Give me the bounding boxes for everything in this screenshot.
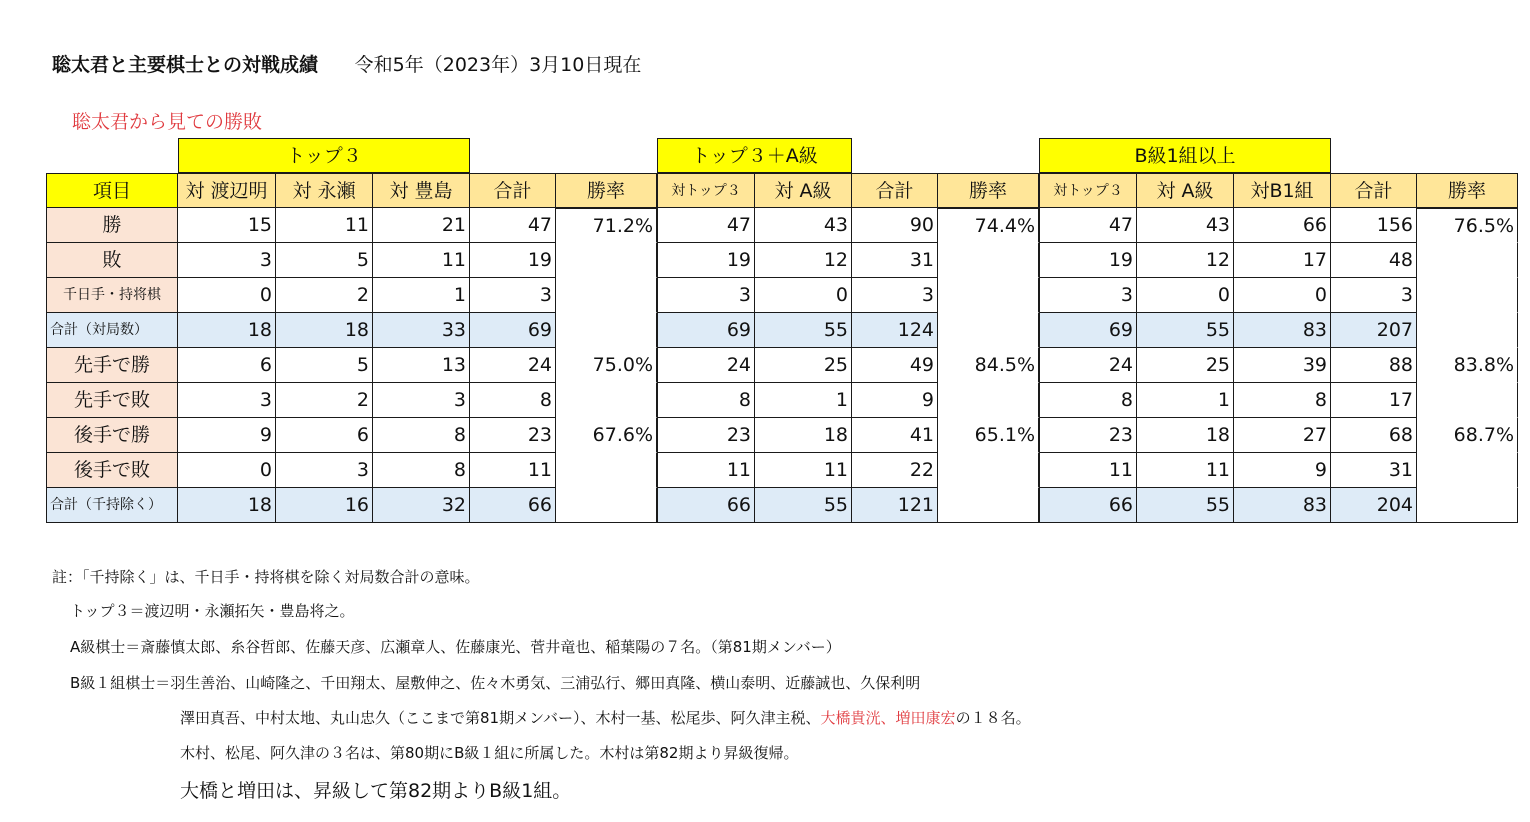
g2-cell: 55 bbox=[755, 313, 852, 348]
g3-cell: 3 bbox=[1331, 278, 1417, 313]
g1-cell: 13 bbox=[373, 348, 470, 383]
g3-cell bbox=[1417, 488, 1518, 523]
header-g1-5: 勝率 bbox=[556, 173, 657, 208]
g3-cell: 48 bbox=[1331, 243, 1417, 278]
g1-cell: 18 bbox=[276, 313, 373, 348]
g3-cell: 66 bbox=[1234, 208, 1331, 243]
row-label: 後手で勝 bbox=[46, 418, 178, 453]
note-7: 大橋と増田は、昇級して第82期よりB級1組。 bbox=[180, 780, 572, 802]
row-label: 合計（対局数） bbox=[46, 313, 178, 348]
group-header-3: B級1組以上 bbox=[1039, 138, 1331, 173]
g3-cell bbox=[1417, 278, 1518, 313]
g1-cell: 6 bbox=[276, 418, 373, 453]
g3-cell: 8 bbox=[1039, 383, 1137, 418]
g2-cell: 49 bbox=[852, 348, 938, 383]
g1-cell: 2 bbox=[276, 383, 373, 418]
g1-cell: 18 bbox=[178, 313, 276, 348]
g2-cell bbox=[938, 488, 1039, 523]
g2-cell: 121 bbox=[852, 488, 938, 523]
header-g1-2: 対 永瀬 bbox=[276, 173, 373, 208]
g1-cell: 75.0% bbox=[556, 348, 657, 383]
g1-cell: 3 bbox=[373, 383, 470, 418]
g3-cell: 31 bbox=[1331, 453, 1417, 488]
g2-cell: 9 bbox=[852, 383, 938, 418]
g3-cell: 9 bbox=[1234, 453, 1331, 488]
g3-cell: 207 bbox=[1331, 313, 1417, 348]
g2-cell: 23 bbox=[657, 418, 755, 453]
g1-cell: 8 bbox=[470, 383, 556, 418]
header-g2-3: 合計 bbox=[852, 173, 938, 208]
g1-cell: 32 bbox=[373, 488, 470, 523]
g1-cell: 9 bbox=[178, 418, 276, 453]
g3-cell: 68 bbox=[1331, 418, 1417, 453]
subtitle: 聡太君から見ての勝敗 bbox=[72, 111, 263, 133]
g3-cell bbox=[1417, 313, 1518, 348]
row-label: 先手で敗 bbox=[46, 383, 178, 418]
g3-cell: 83.8% bbox=[1417, 348, 1518, 383]
g2-cell: 11 bbox=[657, 453, 755, 488]
g1-cell: 5 bbox=[276, 348, 373, 383]
group-header-1: トップ３ bbox=[178, 138, 470, 173]
g2-cell: 1 bbox=[755, 383, 852, 418]
g3-cell: 0 bbox=[1137, 278, 1234, 313]
header-g3-3: 対B1組 bbox=[1234, 173, 1331, 208]
g2-cell: 18 bbox=[755, 418, 852, 453]
header-g1-3: 対 豊島 bbox=[373, 173, 470, 208]
note-3: A級棋士＝斎藤慎太郎、糸谷哲郎、佐藤天彦、広瀬章人、佐藤康光、菅井竜也、稲葉陽の７名。（第81期メンバー） bbox=[70, 638, 841, 656]
header-g3-5: 勝率 bbox=[1417, 173, 1518, 208]
g3-cell bbox=[1417, 383, 1518, 418]
g2-cell: 65.1% bbox=[938, 418, 1039, 453]
g2-cell: 66 bbox=[657, 488, 755, 523]
g1-cell bbox=[556, 313, 657, 348]
group-header-2: トップ３＋A級 bbox=[657, 138, 852, 173]
g1-cell: 24 bbox=[470, 348, 556, 383]
g2-cell: 69 bbox=[657, 313, 755, 348]
note-6: 木村、松尾、阿久津の３名は、第80期にB級１組に所属した。木村は第82期より昇級復帰。 bbox=[180, 744, 799, 762]
g1-cell: 33 bbox=[373, 313, 470, 348]
g1-cell bbox=[556, 488, 657, 523]
g3-cell: 12 bbox=[1137, 243, 1234, 278]
g3-cell: 88 bbox=[1331, 348, 1417, 383]
g3-cell: 8 bbox=[1234, 383, 1331, 418]
g2-cell: 31 bbox=[852, 243, 938, 278]
g3-cell: 83 bbox=[1234, 313, 1331, 348]
g3-cell: 24 bbox=[1039, 348, 1137, 383]
g2-cell: 3 bbox=[852, 278, 938, 313]
note-4: B級１組棋士＝羽生善治、山崎隆之、千田翔太、屋敷伸之、佐々木勇気、三浦弘行、郷田真隆、横山泰明、近藤誠也、久保利明 bbox=[70, 674, 921, 692]
page-title bbox=[52, 50, 641, 77]
g2-cell: 84.5% bbox=[938, 348, 1039, 383]
g3-cell: 23 bbox=[1039, 418, 1137, 453]
g1-cell: 11 bbox=[373, 243, 470, 278]
g3-cell: 19 bbox=[1039, 243, 1137, 278]
g2-cell bbox=[938, 453, 1039, 488]
row-label: 敗 bbox=[46, 243, 178, 278]
g1-cell: 11 bbox=[470, 453, 556, 488]
row-label: 千日手・持将棋 bbox=[46, 278, 178, 313]
g1-cell: 3 bbox=[178, 383, 276, 418]
g2-cell: 8 bbox=[657, 383, 755, 418]
g3-cell bbox=[1417, 453, 1518, 488]
g3-cell: 156 bbox=[1331, 208, 1417, 243]
row-label: 後手で敗 bbox=[46, 453, 178, 488]
g1-cell: 6 bbox=[178, 348, 276, 383]
g2-cell: 22 bbox=[852, 453, 938, 488]
g2-cell: 11 bbox=[755, 453, 852, 488]
g2-cell: 124 bbox=[852, 313, 938, 348]
g1-cell: 16 bbox=[276, 488, 373, 523]
g3-cell: 47 bbox=[1039, 208, 1137, 243]
header-g1-1: 対 渡辺明 bbox=[178, 173, 276, 208]
g3-cell: 18 bbox=[1137, 418, 1234, 453]
g1-cell: 3 bbox=[178, 243, 276, 278]
g3-cell: 83 bbox=[1234, 488, 1331, 523]
g1-cell: 5 bbox=[276, 243, 373, 278]
g1-cell: 66 bbox=[470, 488, 556, 523]
g2-cell: 25 bbox=[755, 348, 852, 383]
g1-cell: 21 bbox=[373, 208, 470, 243]
g1-cell: 71.2% bbox=[556, 208, 657, 243]
g2-cell: 24 bbox=[657, 348, 755, 383]
g2-cell bbox=[938, 383, 1039, 418]
g1-cell: 8 bbox=[373, 453, 470, 488]
g3-cell: 17 bbox=[1234, 243, 1331, 278]
note-1: 註：「千持除く」は、千日手・持将棋を除く対局数合計の意味。 bbox=[52, 568, 480, 586]
g1-cell bbox=[556, 243, 657, 278]
g1-cell: 19 bbox=[470, 243, 556, 278]
g1-cell: 0 bbox=[178, 278, 276, 313]
row-label: 合計（千持除く） bbox=[46, 488, 178, 523]
g1-cell: 1 bbox=[373, 278, 470, 313]
g3-cell: 204 bbox=[1331, 488, 1417, 523]
g2-cell: 55 bbox=[755, 488, 852, 523]
g3-cell: 11 bbox=[1039, 453, 1137, 488]
g2-cell: 41 bbox=[852, 418, 938, 453]
g1-cell: 3 bbox=[470, 278, 556, 313]
g1-cell: 11 bbox=[276, 208, 373, 243]
g3-cell: 55 bbox=[1137, 313, 1234, 348]
g2-cell: 3 bbox=[657, 278, 755, 313]
g3-cell: 69 bbox=[1039, 313, 1137, 348]
g1-cell bbox=[556, 383, 657, 418]
g1-cell: 23 bbox=[470, 418, 556, 453]
g3-cell: 0 bbox=[1234, 278, 1331, 313]
g1-cell: 18 bbox=[178, 488, 276, 523]
g3-cell: 68.7% bbox=[1417, 418, 1518, 453]
g3-cell: 55 bbox=[1137, 488, 1234, 523]
g1-cell: 67.6% bbox=[556, 418, 657, 453]
g3-cell: 66 bbox=[1039, 488, 1137, 523]
g1-cell: 0 bbox=[178, 453, 276, 488]
g2-cell: 74.4% bbox=[938, 208, 1039, 243]
g3-cell: 43 bbox=[1137, 208, 1234, 243]
header-g2-4: 勝率 bbox=[938, 173, 1039, 208]
header-g2-1: 対トップ３ bbox=[657, 173, 755, 208]
g1-cell: 69 bbox=[470, 313, 556, 348]
g2-cell bbox=[938, 243, 1039, 278]
g2-cell: 0 bbox=[755, 278, 852, 313]
date-text: 令和5年（2023年）3月10日現在 bbox=[354, 54, 642, 76]
g1-cell: 3 bbox=[276, 453, 373, 488]
header-g2-2: 対 A級 bbox=[755, 173, 852, 208]
g1-cell: 2 bbox=[276, 278, 373, 313]
g1-cell: 15 bbox=[178, 208, 276, 243]
g2-cell bbox=[938, 278, 1039, 313]
g2-cell: 47 bbox=[657, 208, 755, 243]
note-5-red: 大橋貴洸、増田康宏 bbox=[820, 709, 956, 727]
g3-cell: 25 bbox=[1137, 348, 1234, 383]
note-5 bbox=[180, 707, 1031, 728]
g2-cell: 90 bbox=[852, 208, 938, 243]
title-text: 聡太君と主要棋士との対戦成績 bbox=[52, 54, 319, 76]
g1-cell: 47 bbox=[470, 208, 556, 243]
g2-cell: 19 bbox=[657, 243, 755, 278]
g3-cell: 11 bbox=[1137, 453, 1234, 488]
g3-cell bbox=[1417, 243, 1518, 278]
g3-cell: 39 bbox=[1234, 348, 1331, 383]
header-item: 項目 bbox=[46, 173, 178, 208]
g1-cell bbox=[556, 278, 657, 313]
g3-cell: 76.5% bbox=[1417, 208, 1518, 243]
g2-cell: 12 bbox=[755, 243, 852, 278]
row-label: 先手で勝 bbox=[46, 348, 178, 383]
g3-cell: 1 bbox=[1137, 383, 1234, 418]
note-5-part-b: の１８名。 bbox=[955, 709, 1031, 727]
g1-cell bbox=[556, 453, 657, 488]
g2-cell: 43 bbox=[755, 208, 852, 243]
g2-cell bbox=[938, 313, 1039, 348]
header-g3-1: 対トップ３ bbox=[1039, 173, 1137, 208]
row-label: 勝 bbox=[46, 208, 178, 243]
note-2: トップ３＝渡辺明・永瀬拓矢・豊島将之。 bbox=[70, 602, 355, 620]
note-5-part-a: 澤田真吾、中村太地、丸山忠久（ここまで第81期メンバー）、木村一基、松尾歩、阿久津主税、 bbox=[180, 709, 821, 727]
header-g1-4: 合計 bbox=[470, 173, 556, 208]
header-g3-4: 合計 bbox=[1331, 173, 1417, 208]
g3-cell: 27 bbox=[1234, 418, 1331, 453]
g1-cell: 8 bbox=[373, 418, 470, 453]
g3-cell: 3 bbox=[1039, 278, 1137, 313]
g3-cell: 17 bbox=[1331, 383, 1417, 418]
header-g3-2: 対 A級 bbox=[1137, 173, 1234, 208]
